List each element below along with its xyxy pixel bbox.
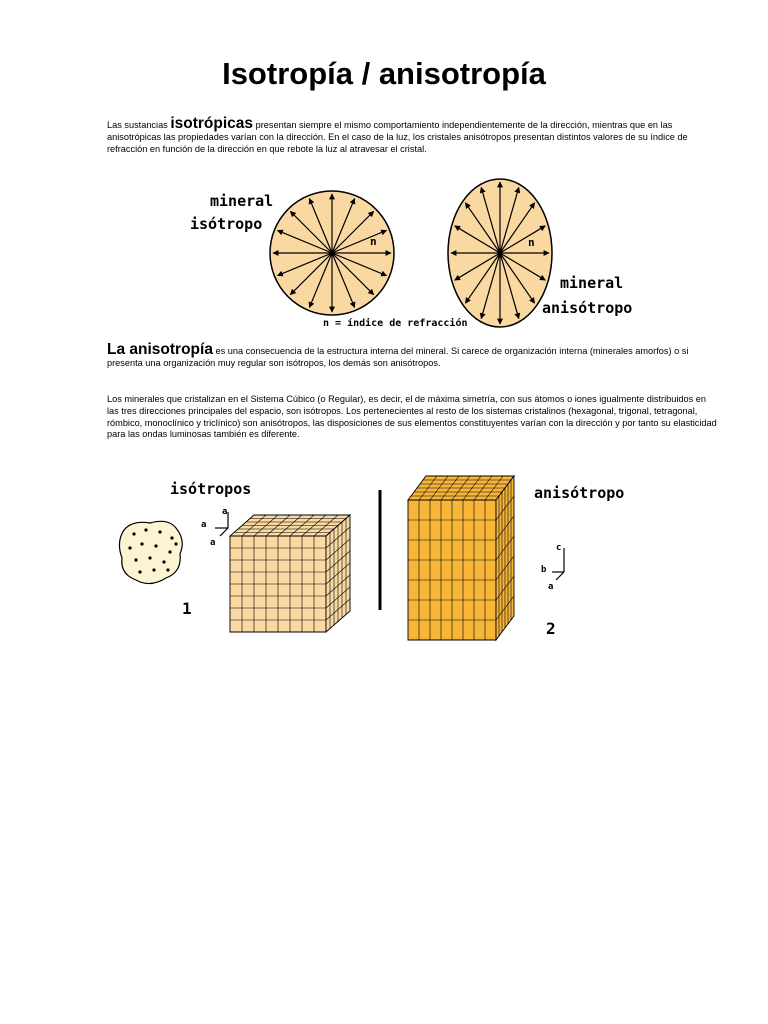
term-isotropicas: isotrópicas: [170, 115, 254, 132]
crystal-structure-figure: [110, 470, 650, 645]
term-anisotropia: La anisotropía: [107, 341, 213, 358]
anisotropy-paragraph: [107, 341, 717, 370]
atom-dot: [144, 528, 147, 531]
atom-dot: [162, 560, 165, 563]
refraction-index-figure: [180, 176, 660, 330]
page-title: Isotropía / anisotropía: [222, 56, 546, 91]
atom-dot: [138, 570, 141, 573]
anisotropy-rest: es una consecuencia de la estructura interna del mineral. Si carece de organización interna (minerales amorfos) o si presenta una organización muy regular son isótropos, los demás son anisótropos.: [107, 346, 689, 368]
axes-isotropic: [201, 507, 228, 548]
axes-anisotropic: [541, 543, 564, 592]
axis-c: c: [556, 543, 562, 553]
anisotropic-rays: [451, 182, 549, 324]
figure-number-2: 2: [546, 619, 556, 638]
n-symbol-aniso: n: [528, 236, 535, 249]
label-mineral-iso: mineral: [210, 192, 274, 210]
atom-dot: [154, 544, 157, 547]
anisotropic-prism: [408, 476, 514, 640]
crystal-systems-paragraph: Los minerales que cristalizan en el Sistema Cúbico (o Regular), es decir, el de máxima simetría, con sus átomos o iones igualmente distribuidos en las tres direcciones principales del espacio, son isótropos. Los pertenecientes al resto de los sistemas cristalinos (hexagonal, trigonal, tetragonal, rómbico, monoclínico y triclínico) son anisótropos, las disposiciones de sus elementos constituyentes varían con la dirección y por tanto su elasticidad para las ondas luminosas también es diferente.: [107, 394, 717, 440]
isotropic-cube: [230, 515, 350, 632]
atom-dot: [152, 568, 155, 571]
label-isotropo: isótropo: [190, 215, 263, 233]
isotropic-rays: [273, 194, 391, 312]
axis-a-front: a: [210, 538, 216, 548]
label-anisotropo-fig2: anisótropo: [534, 484, 625, 502]
refraction-caption: n = índice de refracción: [323, 318, 468, 329]
atom-dot: [128, 546, 131, 549]
axis-a: a: [548, 582, 554, 592]
label-isotropos: isótropos: [170, 480, 252, 498]
atom-dot: [166, 568, 169, 571]
axis-a-up: a: [222, 507, 228, 517]
atom-dot: [168, 550, 171, 553]
atom-dot: [174, 542, 177, 545]
label-anisotropo: anisótropo: [542, 299, 633, 317]
intro-lead: Las sustancias: [107, 120, 168, 130]
axis-b: b: [541, 565, 547, 575]
intro-rest: presentan siempre el mismo comportamiento independientemente de la dirección, mientras que en las anisotrópicas las propiedades varían con la dirección. En el caso de la luz, los cristales anisótropos presentan distintos valores de su índice de refracción en función de la dirección en que rebote la luz al atravesar el cristal.: [107, 120, 688, 154]
amorphous-mineral-blob: [119, 521, 182, 583]
axis-a-left: a: [201, 520, 207, 530]
atom-dot: [158, 530, 161, 533]
atom-dot: [134, 558, 137, 561]
atom-dot: [148, 556, 151, 559]
atom-dot: [170, 536, 173, 539]
atom-dot: [140, 542, 143, 545]
label-mineral-aniso: mineral: [560, 274, 624, 292]
atom-dot: [132, 532, 135, 535]
intro-paragraph: [107, 115, 717, 155]
figure-number-1: 1: [182, 599, 192, 618]
n-symbol-iso: n: [370, 235, 377, 248]
